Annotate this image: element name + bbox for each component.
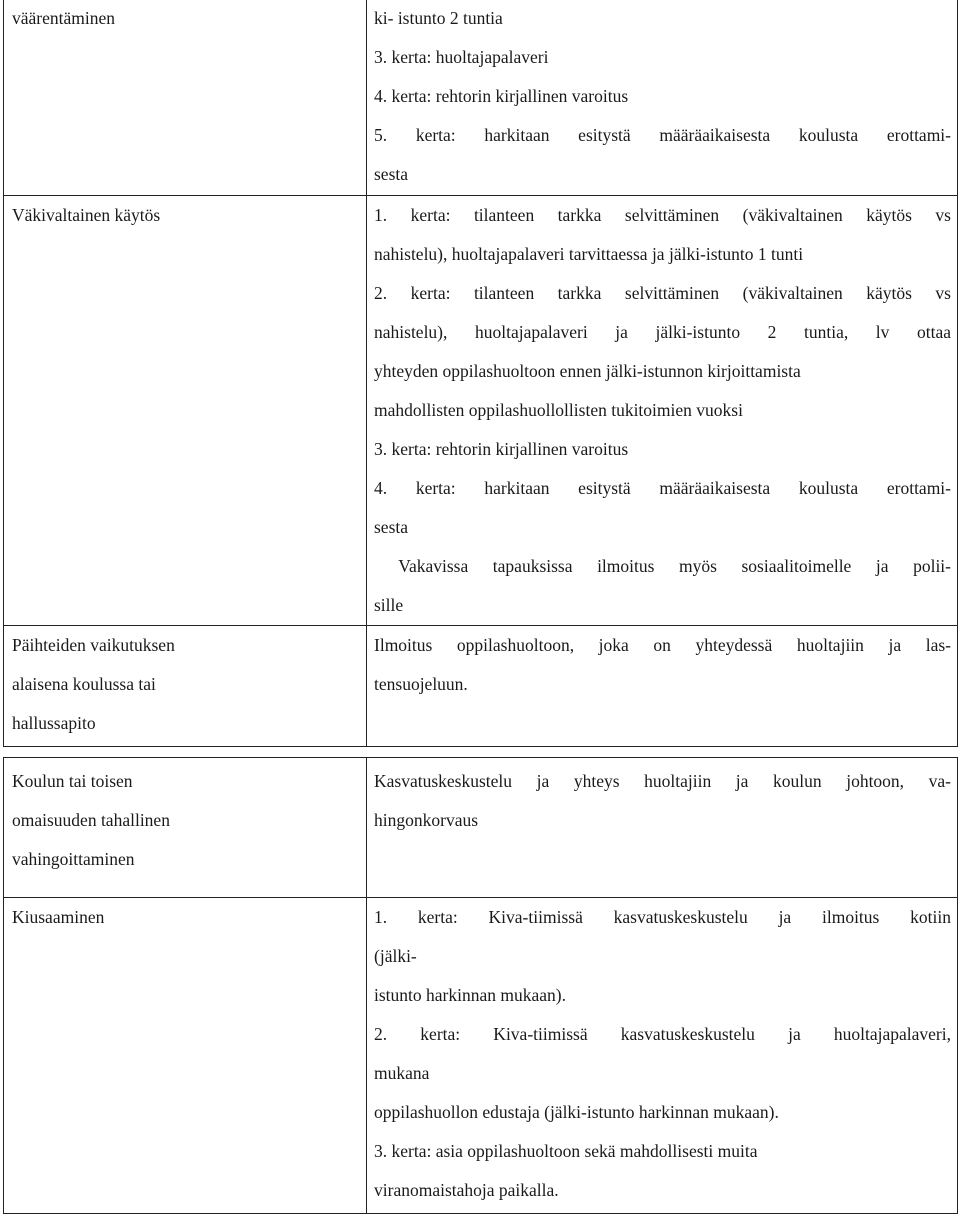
table-row [4, 196, 958, 626]
consequence-line: Kasvatuskeskustelu ja yhteys huoltajiin ja koulun johtoon, va- [374, 771, 951, 791]
offense-label: hallussapito [12, 713, 96, 733]
consequence-line: 3. kerta: huoltajapalaveri [374, 47, 549, 67]
consequence-line: mukana [374, 1063, 430, 1083]
consequence-line: mahdollisten oppilashuollollisten tukitoimien vuoksi [374, 400, 743, 420]
consequence-line: hingonkorvaus [374, 810, 479, 830]
table-row [4, 758, 958, 898]
consequence-line: istunto harkinnan mukaan). [374, 985, 566, 1005]
consequence-line: sesta [374, 164, 409, 184]
consequence-cell [367, 758, 958, 898]
table-row [4, 626, 958, 747]
consequence-line: 3. kerta: asia oppilashuoltoon sekä mahdollisesti muita [374, 1141, 758, 1161]
consequence-cell [367, 0, 958, 196]
offense-cell [4, 626, 367, 747]
offense-label: vahingoittaminen [12, 849, 135, 869]
consequence-line: 2. kerta: Kiva-tiimissä kasvatuskeskustelu ja huoltajapalaveri, [374, 1024, 951, 1044]
table-row [4, 898, 958, 1214]
consequence-line: 4. kerta: harkitaan esitystä määräaikaisesta koulusta erottami- [374, 478, 951, 498]
consequence-line: nahistelu), huoltajapalaveri ja jälki-istunto 2 tuntia, lv ottaa [374, 322, 951, 342]
consequence-line: oppilashuollon edustaja (jälki-istunto harkinnan mukaan). [374, 1102, 779, 1122]
offense-label: Väkivaltainen käytös [12, 205, 161, 225]
consequence-line: Vakavissa tapauksissa ilmoitus myös sosiaalitoimelle ja polii- [374, 556, 951, 576]
consequence-line: viranomaistahoja paikalla. [374, 1180, 559, 1200]
consequence-line: ki- istunto 2 tuntia [374, 8, 503, 28]
consequence-line: tensuojeluun. [374, 674, 468, 694]
table-row [4, 0, 958, 196]
discipline-table-top [3, 0, 958, 747]
consequence-line: yhteyden oppilashuoltoon ennen jälki-istunnon kirjoittamista [374, 361, 801, 381]
consequence-cell [367, 196, 958, 626]
consequence-line: sesta [374, 517, 409, 537]
consequence-line: 3. kerta: rehtorin kirjallinen varoitus [374, 439, 629, 459]
consequence-cell [367, 626, 958, 747]
offense-label: väärentäminen [12, 8, 116, 28]
consequence-line: Ilmoitus oppilashuoltoon, joka on yhteydessä huoltajiin ja las- [374, 635, 951, 655]
offense-cell [4, 0, 367, 196]
offense-label: Kiusaaminen [12, 907, 105, 927]
offense-cell [4, 758, 367, 898]
consequence-line: sille [374, 595, 404, 615]
offense-label: Koulun tai toisen [12, 771, 133, 791]
consequence-line: nahistelu), huoltajapalaveri tarvittaessa ja jälki-istunto 1 tunti [374, 244, 804, 264]
offense-label: alaisena koulussa tai [12, 674, 156, 694]
consequence-line: 1. kerta: tilanteen tarkka selvittäminen (väkivaltainen käytös vs [374, 205, 951, 225]
offense-label: omaisuuden tahallinen [12, 810, 170, 830]
offense-label: Päihteiden vaikutuksen [12, 635, 175, 655]
consequence-line: 2. kerta: tilanteen tarkka selvittäminen (väkivaltainen käytös vs [374, 283, 951, 303]
consequence-line: 5. kerta: harkitaan esitystä määräaikaisesta koulusta erottami- [374, 125, 951, 145]
offense-cell [4, 898, 367, 1214]
consequence-line: 1. kerta: Kiva-tiimissä kasvatuskeskustelu ja ilmoitus kotiin [374, 907, 951, 927]
offense-cell [4, 196, 367, 626]
discipline-table-bottom [3, 757, 958, 1214]
consequence-cell [367, 898, 958, 1214]
consequence-line: (jälki- [374, 946, 417, 966]
consequence-line: 4. kerta: rehtorin kirjallinen varoitus [374, 86, 629, 106]
